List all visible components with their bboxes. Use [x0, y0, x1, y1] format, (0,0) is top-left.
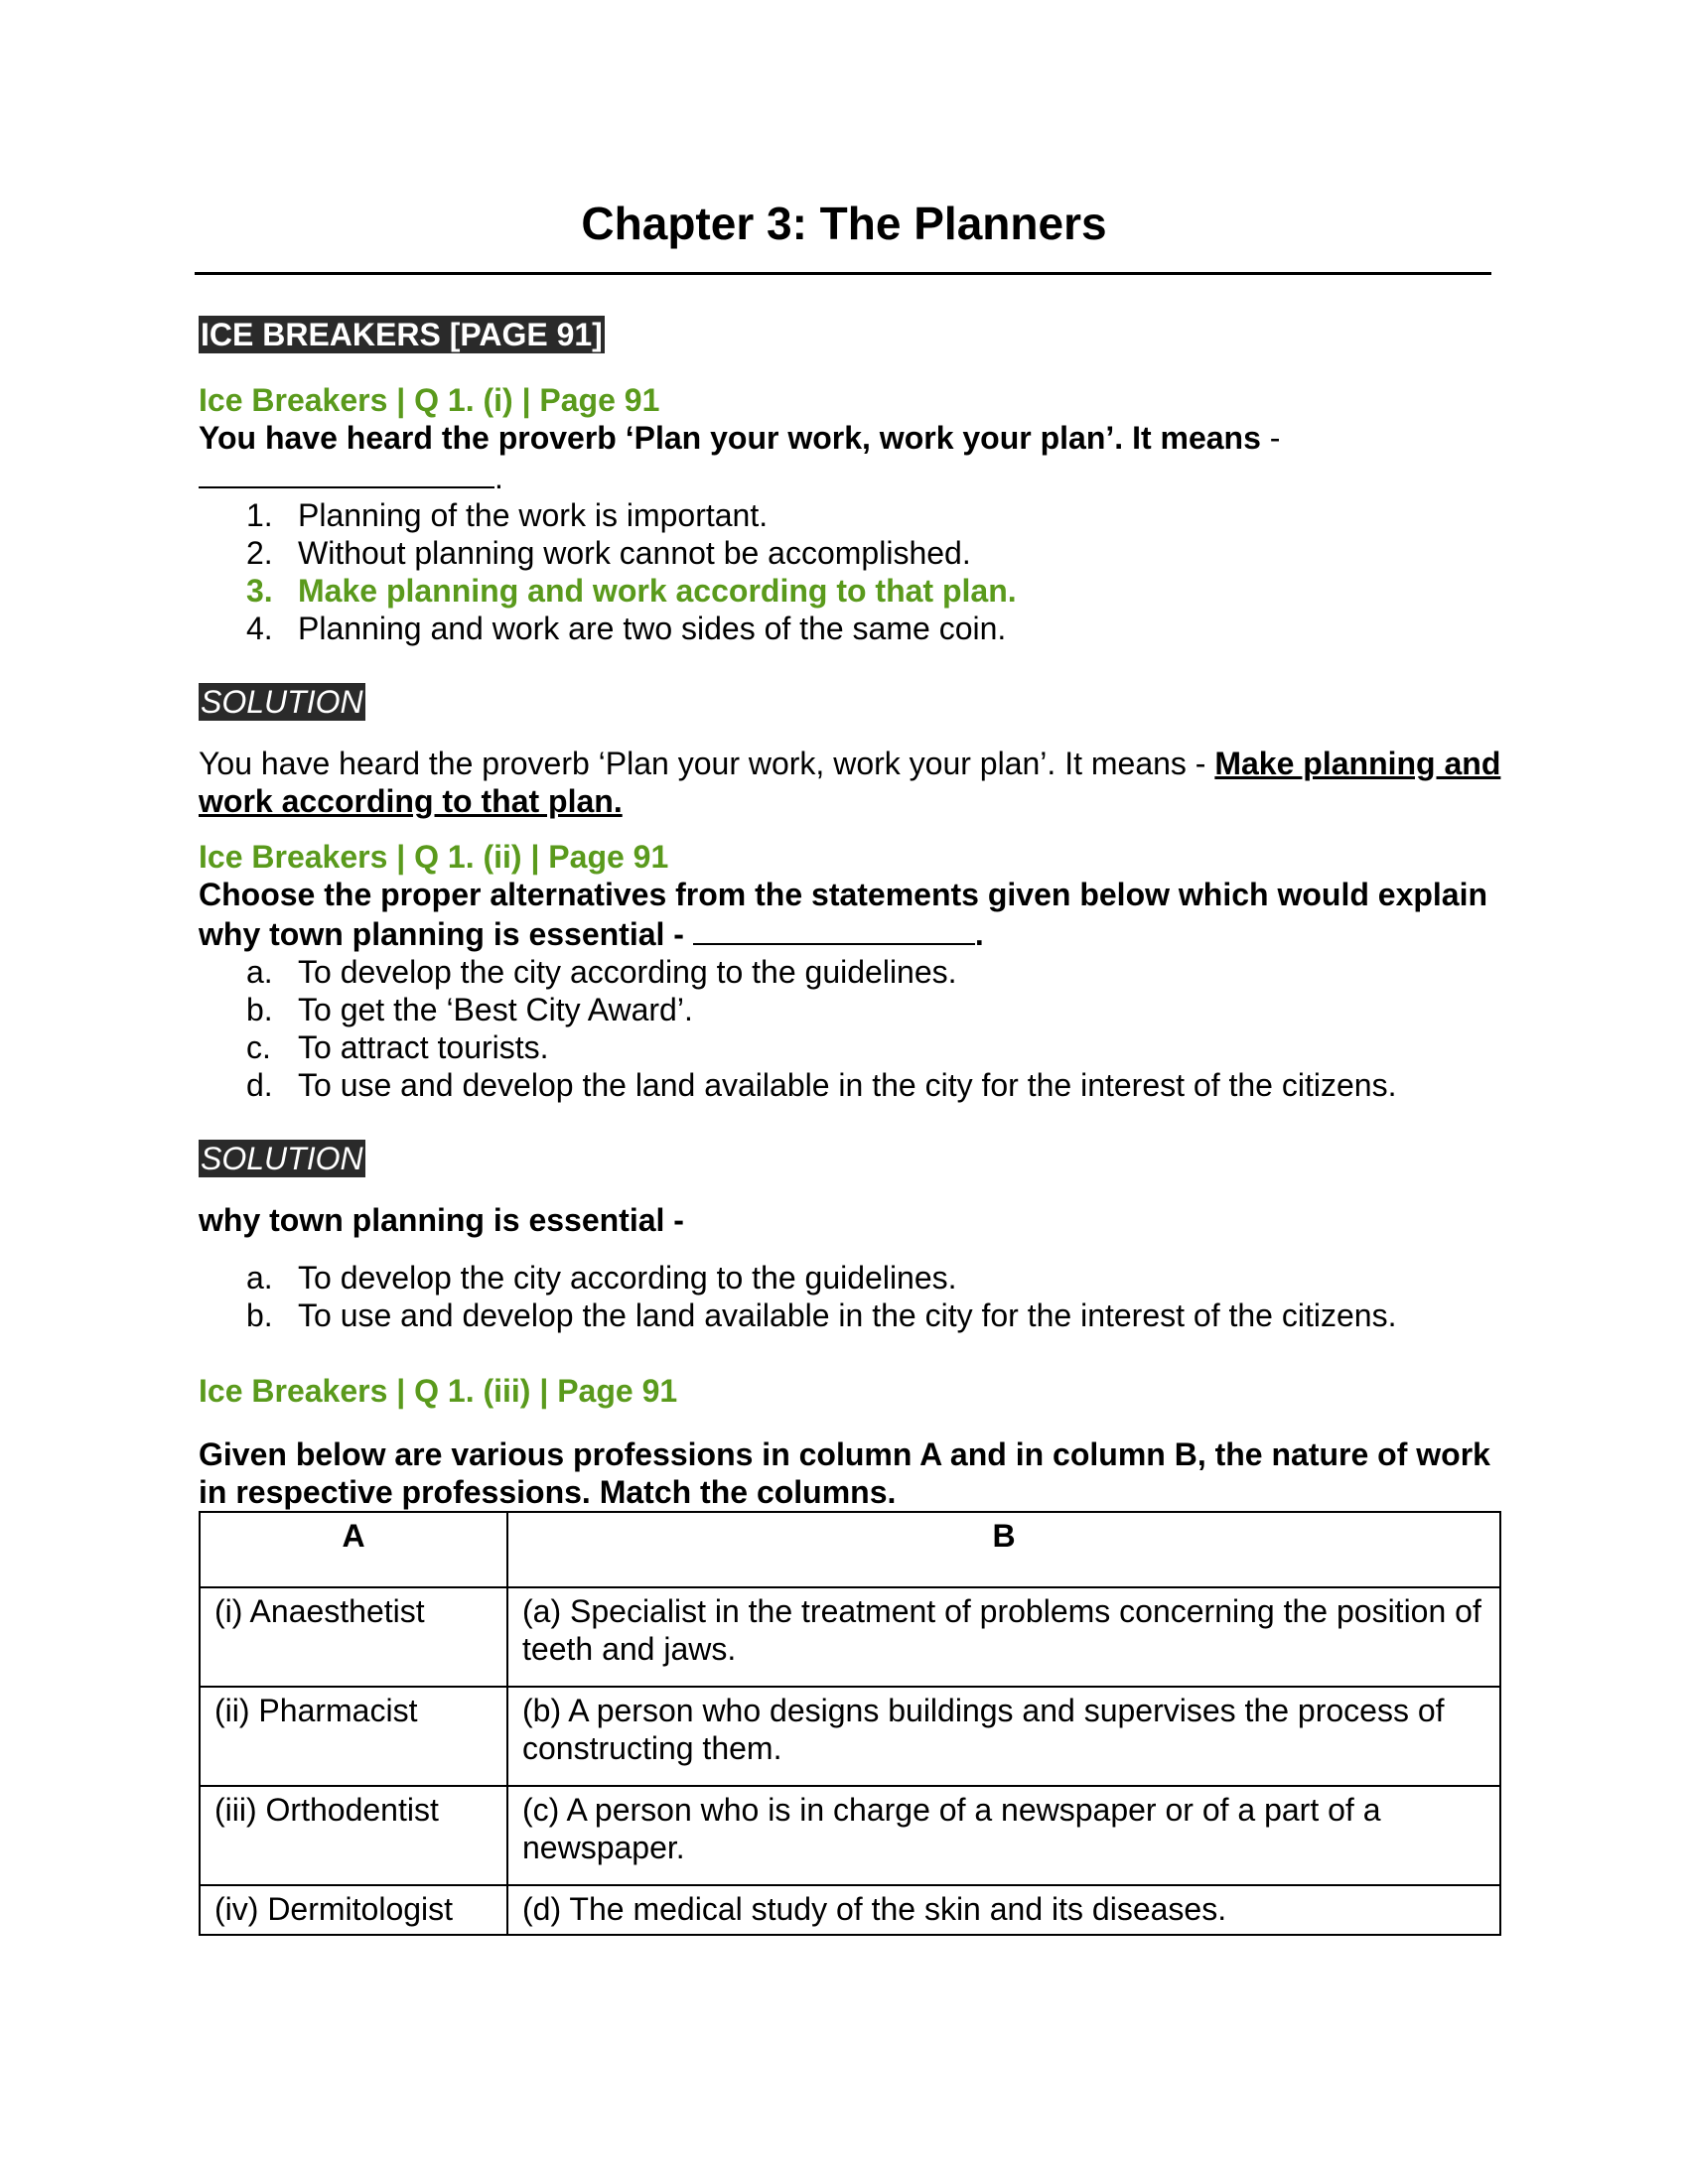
list-item-text: To use and develop the land available in the city for the interest of the citizens. [298, 1067, 1397, 1103]
list-item-text: Planning of the work is important. [298, 497, 769, 533]
answer-blank [693, 913, 975, 945]
list-item [199, 953, 1501, 991]
question-dash: - [1269, 420, 1281, 456]
list-item [199, 1297, 1501, 1334]
chapter-title: Chapter 3: The Planners [581, 198, 1107, 249]
table-cell-b: (a) Specialist in the treatment of problems concerning the position of teeth and jaws. [507, 1587, 1500, 1687]
list-item-correct [199, 572, 1501, 610]
blank-period: . [974, 916, 984, 952]
solution-answer: Make planning and work according to that plan. [199, 746, 1501, 819]
table-cell-a: (i) Anaesthetist [200, 1587, 507, 1687]
question-header: Ice Breakers | Q 1. (i) | Page 91 [199, 382, 660, 418]
table-cell-b: (c) A person who is in charge of a newspaper or of a part of a newspaper. [507, 1786, 1500, 1885]
list-item-text: Make planning and work according to that plan. [298, 573, 1017, 609]
question-block-1 [199, 381, 1501, 647]
options-list [199, 496, 1501, 647]
solution-label: SOLUTION [201, 684, 363, 720]
table-header-b: B [507, 1512, 1500, 1587]
match-table [199, 1511, 1501, 1936]
table-row [200, 1786, 1500, 1885]
list-item-text: To get the ‘Best City Award’. [298, 992, 693, 1027]
list-item [199, 610, 1501, 647]
blank-period: . [494, 460, 503, 495]
question-block-3 [199, 1372, 1501, 1936]
question-text [199, 419, 1501, 457]
section-label-row [199, 316, 1501, 353]
list-item-text: To develop the city according to the guidelines. [298, 954, 957, 990]
solution-prefix: You have heard the proverb ‘Plan your work, work your plan’. It means - [199, 746, 1206, 781]
list-marker: b. [246, 992, 273, 1027]
answer-blank [199, 457, 494, 488]
question-text [199, 876, 1501, 953]
list-marker: a. [246, 954, 273, 990]
solution-label-row [199, 1140, 1501, 1177]
table-cell-a: (iv) Dermitologist [200, 1885, 507, 1935]
list-item [199, 1259, 1501, 1297]
table-header-row [200, 1512, 1500, 1587]
question-header: Ice Breakers | Q 1. (ii) | Page 91 [199, 839, 669, 875]
solution-label: SOLUTION [201, 1141, 363, 1176]
list-marker: b. [246, 1297, 273, 1333]
list-item-text: To attract tourists. [298, 1029, 549, 1065]
list-marker: 4. [246, 611, 273, 646]
solution-heading: why town planning is essential - [199, 1202, 684, 1238]
table-row [200, 1587, 1500, 1687]
list-marker: c. [246, 1029, 271, 1065]
question-text-main: You have heard the proverb ‘Plan your work, work your plan’. It means [199, 420, 1261, 456]
solution-options-list [199, 1259, 1501, 1334]
answer-blank-row [199, 457, 1501, 496]
list-item [199, 991, 1501, 1028]
list-marker: a. [246, 1260, 273, 1296]
solution-text [199, 745, 1501, 820]
section-label: ICE BREAKERS [PAGE 91] [201, 317, 603, 352]
list-item-text: To use and develop the land available in the city for the interest of the citizens. [298, 1297, 1397, 1333]
list-marker: 3. [246, 573, 273, 609]
options-list [199, 953, 1501, 1104]
table-header-a: A [200, 1512, 507, 1587]
question-block-2 [199, 838, 1501, 1104]
table-cell-b: (d) The medical study of the skin and its diseases. [507, 1885, 1500, 1935]
list-item-text: To develop the city according to the guidelines. [298, 1260, 957, 1296]
list-marker: 2. [246, 535, 273, 571]
list-marker: d. [246, 1067, 273, 1103]
title-divider [195, 272, 1491, 275]
table-cell-b: (b) A person who designs buildings and supervises the process of constructing them. [507, 1687, 1500, 1786]
question-text: Given below are various professions in column A and in column B, the nature of work in respective professions. Match the columns. [199, 1436, 1490, 1510]
question-text-main: Choose the proper alternatives from the statements given below which would explain why town planning is essential - [199, 877, 1488, 952]
table-row [200, 1885, 1500, 1935]
list-item [199, 496, 1501, 534]
solution-label-row [199, 683, 1501, 721]
list-item [199, 1066, 1501, 1104]
table-row [200, 1687, 1500, 1786]
table-cell-a: (iii) Orthodentist [200, 1786, 507, 1885]
list-marker: 1. [246, 497, 273, 533]
list-item [199, 1028, 1501, 1066]
content [199, 316, 1501, 1936]
list-item-text: Without planning work cannot be accomplished. [298, 535, 971, 571]
list-item-text: Planning and work are two sides of the same coin. [298, 611, 1007, 646]
question-header: Ice Breakers | Q 1. (iii) | Page 91 [199, 1373, 678, 1409]
table-cell-a: (ii) Pharmacist [200, 1687, 507, 1786]
list-item [199, 534, 1501, 572]
